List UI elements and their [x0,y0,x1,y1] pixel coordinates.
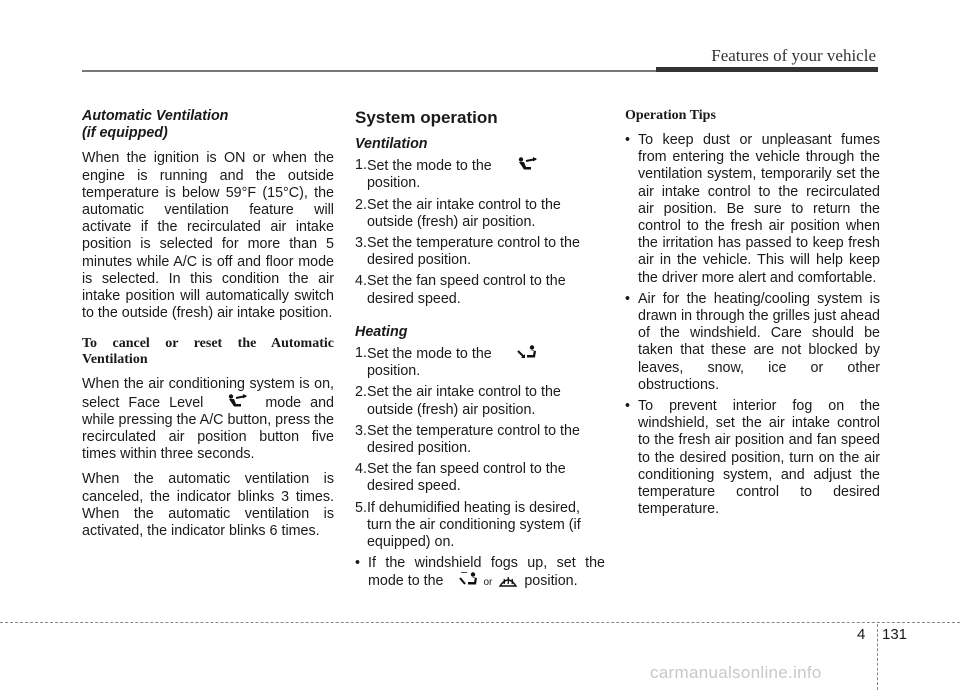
auto-vent-paragraph: When the ignition is ON or when the engine is running and the outside temperature is below 59°F (15°C), the automatic ventilation feature will activate if the recirculated air intake position is selected for more than 5 minutes while A/C is off and floor mode is selected. In this condition the air intake position will automatically switch to the outside (fresh) air intake position. [82,150,334,322]
operation-tips-heading: Operation Tips [625,108,716,123]
cancel-reset-subheading: To cancel or reset the Automatic Ventilation [82,336,334,368]
column-operation-tips [625,108,880,522]
tip-bullet: • To keep dust or unpleasant fumes from entering the vehicle through the ventilation system, temporarily set the air intake control to the recirculated air position. Be sure to return the control to the fresh air position when the irritation has passed to keep fresh air in the vehicle. This will help keep the driver more alert and comfortable. [625,132,880,286]
ventilation-step-3: 3. Set the temperature control to the desired position. [355,235,580,269]
heating-step-1: 1. Set the mode to the position. [355,345,605,380]
indicator-paragraph: When the automatic ventilation is canceled, the indicator blinks 3 times. When the automatic ventilation is activated, the indicator blinks 6 times. [82,471,334,540]
heating-step-2: 2. Set the air intake control to the outside (fresh) air position. [355,384,561,418]
tip-bullet: • Air for the heating/cooling system is drawn in through the grilles just ahead of the windshield. Care should be taken that these are not blocked by leaves, snow, ice or other obstructions. [625,290,880,393]
ventilation-step-2: 2. Set the air intake control to the outside (fresh) air position. [355,196,561,230]
heating-heading: Heating [355,323,408,340]
heating-step-3: 3. Set the temperature control to the desired position. [355,422,580,457]
footer-divider [877,624,878,690]
header-rule-accent [656,67,878,72]
chapter-number: 4 [857,626,866,643]
face-vent-mode-icon [226,394,248,410]
ventilation-step-4: 4. Set the fan speed control to the desired speed. [355,273,566,307]
heating-step-5: 5. If dehumidified heating is desired, turn the air conditioning system (if equipped) on. [355,499,581,551]
column-automatic-ventilation [82,108,334,548]
section-header-title: Features of your vehicle [711,46,876,65]
cancel-reset-paragraph: When the air conditioning system is on, select Face Level mode and while pressing the A/C button, press the recirculated air position button five times within three seconds. [82,376,334,463]
footer-rule [0,622,960,623]
heating-step-4: 4. Set the fan speed control to the desired speed. [355,461,566,495]
ventilation-heading: Ventilation [355,136,428,152]
floor-vent-mode-icon [516,345,538,361]
ventilation-step-1: 1. Set the mode to the position. [355,157,605,192]
automatic-ventilation-heading: Automatic Ventilation (if equipped) [82,108,229,142]
tip-bullet: • To prevent interior fog on the windshield, set the air intake control to the fresh air position and fan speed to the desired position, turn on the air conditioning system, and adjust the temperature control to desired temperature. [625,398,880,518]
windshield-fog-bullet: • If the windshield fogs up, set the mode to the or position. [355,555,605,590]
system-operation-title: System operation [355,108,498,127]
floor-defrost-mode-icon [458,572,478,588]
windshield-defrost-icon [498,572,518,588]
column-system-operation [355,108,605,596]
face-vent-mode-icon [516,157,538,173]
page-number: 131 [882,626,908,643]
watermark: carmanualsonline.info [650,663,822,682]
